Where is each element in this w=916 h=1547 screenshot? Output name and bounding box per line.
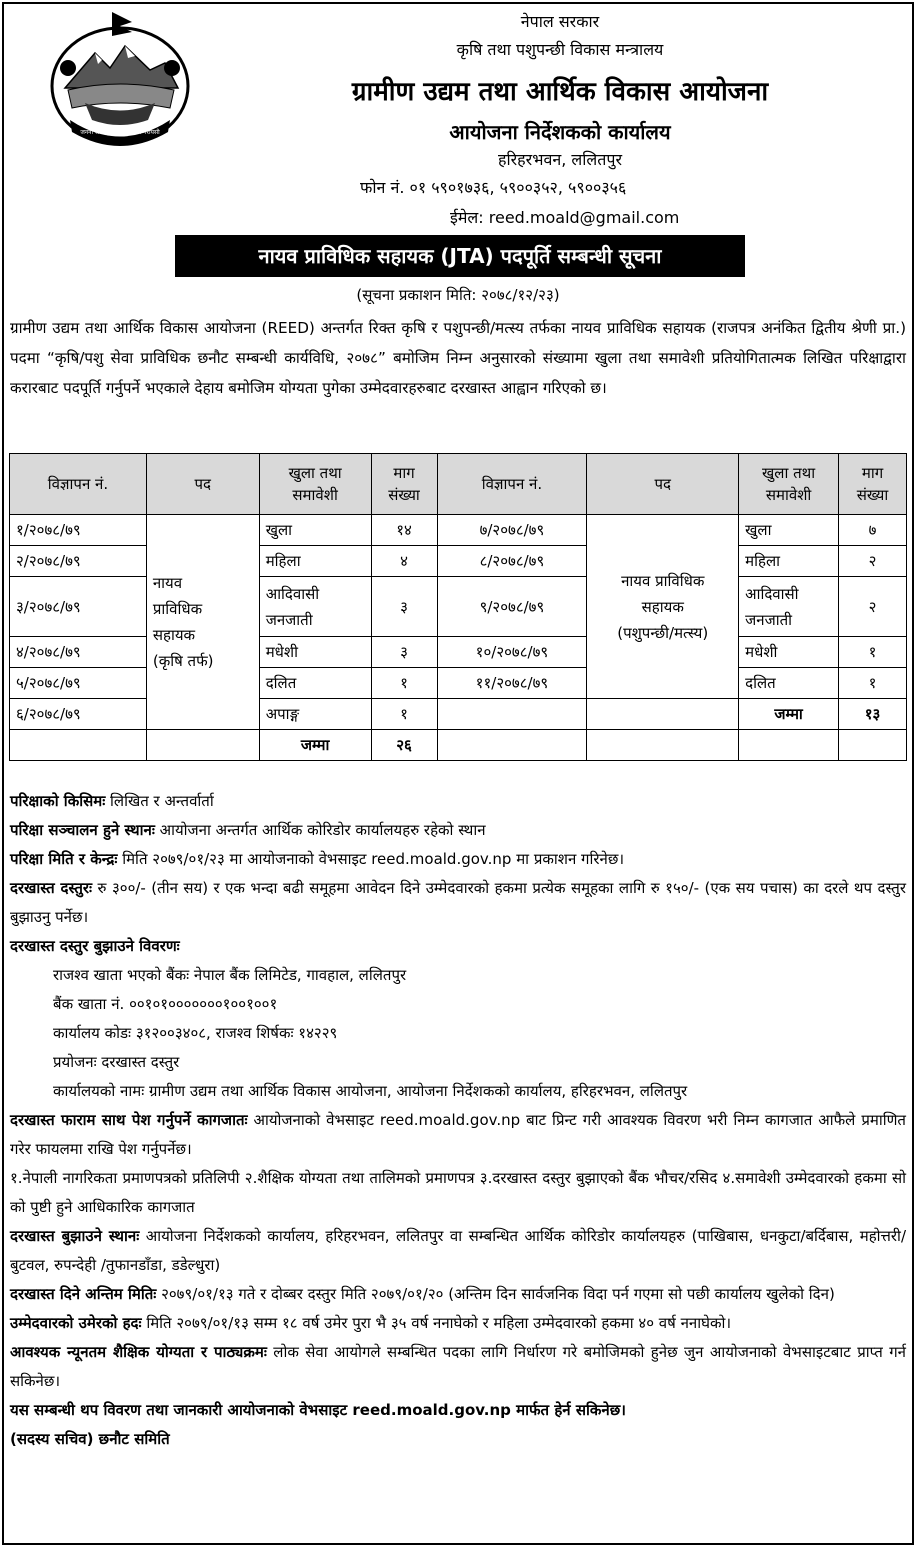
table-cell: मधेशी — [259, 637, 371, 668]
col-post: पद — [587, 454, 739, 515]
bank-name: राजश्व खाता भएको बैंकः नेपाल बैंक लिमिटेड, गावहाल, ललितपुर — [53, 966, 407, 984]
nepal-emblem-icon — [40, 8, 200, 153]
table-cell — [437, 730, 587, 761]
left-post-cell: नायव प्राविधिक सहायक (कृषि तर्फ) — [146, 515, 259, 730]
table-cell: मधेशी — [739, 637, 839, 668]
table-cell: खुला — [259, 515, 371, 546]
bank-account: बैंक खाता नं. ००१०१०००००००१००१००१ — [53, 995, 278, 1013]
table-cell: आदिवासी जनजाती — [739, 577, 839, 637]
application-fee: दरखास्त दस्तुरः रु ३००/- (तीन सय) र एक भन्दा बढी समूहमा आवेदन दिने उम्मेदवारको हकमा प्रत्येक समूहका लागि रु १५०/- (एक सय पचास) का दरले थप दस्तुर बुझाउनु पर्नेछ। — [10, 879, 906, 926]
table-cell: ११/२०७८/७९ — [437, 668, 587, 699]
required-documents: दरखास्त फाराम साथ पेश गर्नुपर्ने कागजातः आयोजनाको वेभसाइट reed.moald.gov.np बाट प्रिन्ट गरी आवश्यक विवरण भरी निम्न कागजात आफैले प्रमाणित गरेर फायलमा राखि पेश गर्नुपर्नेछ। — [10, 1111, 906, 1158]
table-cell: दलित — [739, 668, 839, 699]
table-row — [10, 515, 907, 546]
table-cell: २ — [839, 577, 907, 637]
table-cell — [587, 730, 739, 761]
qualification: आवश्यक न्यूनतम शैक्षिक योग्यता र पाठ्यक्रमः लोक सेवा आयोगले सम्बन्धित पदका लागि निर्धारण गरे बमोजिमको हुनेछ जुन आयोजनाको वेभसाइटबाट प्राप्त गर्न सकिनेछ। — [10, 1343, 906, 1390]
right-total-value: १३ — [839, 699, 907, 730]
exam-place: परिक्षा सञ्चालन हुने स्थानः आयोजना अन्तर्गत आर्थिक कोरिडोर कार्यालयहरु रहेको स्थान — [10, 821, 486, 839]
col-post: पद — [146, 454, 259, 515]
table-cell: ८/२०७८/७९ — [437, 546, 587, 577]
office-code: कार्यालय कोडः ३१२००३४०८, राजश्व शिर्षकः १४२२९ — [53, 1024, 338, 1042]
table-cell: ४/२०७८/७९ — [10, 637, 147, 668]
table-cell: महिला — [739, 546, 839, 577]
signature: (सदस्य सचिव) छनौट समिति — [10, 1430, 170, 1448]
office-email: ईमेल: reed.moald@gmail.com — [450, 208, 680, 227]
col-group: खुला तथा समावेशी — [259, 454, 371, 515]
notice-intro: ग्रामीण उद्यम तथा आर्थिक विकास आयोजना (REED) अन्तर्गत रिक्त कृषि र पशुपन्छी/मत्स्य तर्फका नायव प्राविधिक सहायक (राजपत्र अनंकित द्वितीय श्रेणी प्रा.) पदमा “कृषि/पशु सेवा प्राविधिक छनौट सम्बन्धी कार्यविधि, २०७८” बमोजिम निम्न अनुसारको संख्यामा खुला तथा समावेशी प्रतियोगितात्मक लिखित परिक्षाद्वारा करारबाट पदपूर्ति गर्नुपर्ने भएकाले देहाय बमोजिम योग्यता पुगेका उम्मेदवारहरुबाट दरखास्त आह्वान गरिएको छ। — [10, 319, 906, 397]
ministry-label: कृषि तथा पशुपन्छी विकास मन्त्रालय — [456, 40, 664, 59]
table-cell: १०/२०७८/७९ — [437, 637, 587, 668]
documents-list: १.नेपाली नागरिकता प्रमाणपत्रको प्रतिलिपी २.शैक्षिक योग्यता तथा तालिमको प्रमाणपत्र ३.दरखास्त दस्तुर बुझाएको बैंक भौचर/रसिद ४.समावेशी उम्मेदवारको हकमा सो को पुष्टी हुने आधिकारिक कागजात — [10, 1169, 906, 1216]
table-cell: महिला — [259, 546, 371, 577]
fee-purpose: प्रयोजनः दरखास्त दस्तुर — [53, 1053, 180, 1071]
age-limit: उम्मेदवारको उमेरको हदः मिति २०७९/०१/१३ सम्म १८ वर्ष उमेर पुरा भै ३५ वर्ष ननाघेको र महिला उम्मेदवारको हकमा ४० वर्ष ननाघेको। — [10, 1314, 732, 1332]
table-cell: ७/२०७८/७९ — [437, 515, 587, 546]
left-total-value: २६ — [371, 730, 437, 761]
table-cell: आदिवासी जनजाती — [259, 577, 371, 637]
table-cell — [739, 730, 839, 761]
table-cell: ३ — [371, 577, 437, 637]
table-row — [10, 699, 907, 730]
table-cell: ६/२०७८/७९ — [10, 699, 147, 730]
table-cell: १ — [371, 699, 437, 730]
table-cell: २ — [839, 546, 907, 577]
project-title: ग्रामीण उद्यम तथा आर्थिक विकास आयोजना — [351, 77, 769, 107]
publication-date: (सूचना प्रकाशन मिति: २०७८/१२/२३) — [356, 286, 560, 304]
emblem-motto: जननी जन्मभूमिश्च स्वर्गादपि गरीयसी — [80, 129, 160, 136]
vacancy-table — [9, 453, 907, 761]
table-cell: दलित — [259, 668, 371, 699]
gov-label: नेपाल सरकार — [520, 12, 600, 31]
office-name: कार्यालयको नामः ग्रामीण उद्यम तथा आर्थिक विकास आयोजना, आयोजना निर्देशकको कार्यालय, हरिहरभवन, ललितपुर — [53, 1082, 688, 1100]
table-row — [10, 577, 907, 637]
table-cell — [839, 730, 907, 761]
table-cell: १४ — [371, 515, 437, 546]
submission-place: दरखास्त बुझाउने स्थानः आयोजना निर्देशकको कार्यालय, हरिहरभवन, ललितपुर वा सम्बन्धित आर्थिक कोरिडोर कार्यालयहरु (पाखिबास, धनकुटा/बर्दिबास, महोत्तरी/ बुटवल, रुपन्देही /तुफानडाँडा, डडेल्धुरा) — [10, 1227, 906, 1274]
table-row — [10, 546, 907, 577]
fee-details-heading: दरखास्त दस्तुर बुझाउने विवरणः — [10, 937, 180, 955]
table-cell: ९/२०७८/७९ — [437, 577, 587, 637]
office-title: आयोजना निर्देशकको कार्यालय — [449, 120, 671, 144]
col-demand: माग संख्या — [839, 454, 907, 515]
table-cell: १ — [371, 668, 437, 699]
more-info: यस सम्बन्धी थप विवरण तथा जानकारी आयोजनाको वेभसाइट reed.moald.gov.np मार्फत हेर्न सकिनेछ। — [10, 1401, 626, 1419]
left-total-label: जम्मा — [259, 730, 371, 761]
table-cell — [10, 730, 147, 761]
table-row — [10, 637, 907, 668]
table-cell: १ — [839, 637, 907, 668]
table-cell: ७ — [839, 515, 907, 546]
exam-type: परिक्षाको किसिमः लिखित र अन्तर्वार्ता — [10, 792, 214, 810]
office-address: हरिहरभवन, ललितपुर — [497, 150, 622, 169]
table-cell: खुला — [739, 515, 839, 546]
table-cell: अपाङ्ग — [259, 699, 371, 730]
col-adno: विज्ञापन नं. — [437, 454, 587, 515]
office-phone: फोन नं. ०१ ५९०१७३६, ५९००३५२, ५९००३५६ — [360, 178, 627, 197]
right-post-cell: नायव प्राविधिक सहायक (पशुपन्छी/मत्स्य) — [587, 515, 739, 699]
table-cell: ३/२०७८/७९ — [10, 577, 147, 637]
exam-date: परिक्षा मिति र केन्द्रः मिति २०७९/०१/२३ मा आयोजनाको वेभसाइट reed.moald.gov.np मा प्रकाशन गरिनेछ। — [10, 850, 625, 868]
col-demand: माग संख्या — [371, 454, 437, 515]
table-cell — [146, 730, 259, 761]
col-group: खुला तथा समावेशी — [739, 454, 839, 515]
col-adno: विज्ञापन नं. — [10, 454, 147, 515]
table-cell: १/२०७८/७९ — [10, 515, 147, 546]
table-cell: ४ — [371, 546, 437, 577]
table-cell — [587, 699, 739, 730]
deadline: दरखास्त दिने अन्तिम मितिः २०७९/०१/१३ गते र दोब्बर दस्तुर मिति २०७९/०१/२० (अन्तिम दिन सार्वजनिक विदा पर्न गएमा सो पछी कार्यालय खुलेको दिन) — [10, 1285, 835, 1303]
table-cell — [437, 699, 587, 730]
table-cell: ५/२०७८/७९ — [10, 668, 147, 699]
table-cell: १ — [839, 668, 907, 699]
notice-title: नायव प्राविधिक सहायक (JTA) पदपूर्ति सम्बन्धी सूचना — [175, 235, 745, 277]
table-row — [10, 668, 907, 699]
notice-details — [10, 787, 906, 1454]
table-cell: २/२०७८/७९ — [10, 546, 147, 577]
table-total-row — [10, 730, 907, 761]
table-header-row — [10, 454, 907, 515]
right-total-label: जम्मा — [739, 699, 839, 730]
table-cell: ३ — [371, 637, 437, 668]
